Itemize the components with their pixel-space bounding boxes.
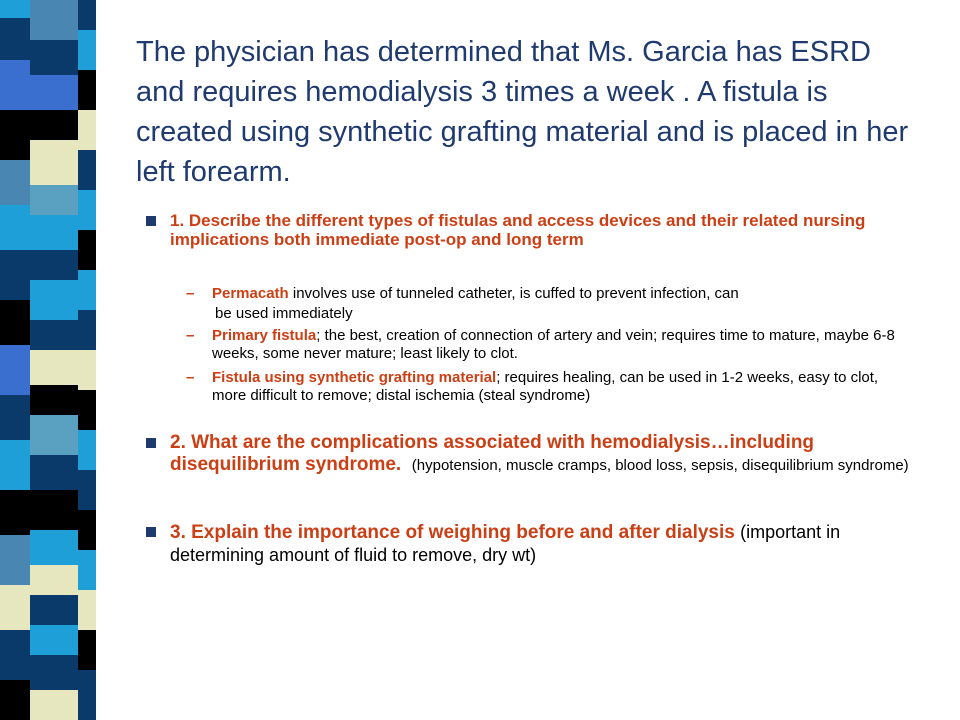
question-2 xyxy=(170,432,910,476)
stripe-block xyxy=(78,0,96,30)
stripe-block xyxy=(0,60,30,110)
question-3-text: 3. Explain the importance of weighing before and after dialysis xyxy=(170,522,735,543)
bullet-square-icon xyxy=(146,527,158,539)
stripe-block xyxy=(78,70,96,110)
stripe-block xyxy=(30,385,78,415)
stripe-block xyxy=(30,490,78,530)
stripe-block xyxy=(30,0,78,40)
stripe-column-left xyxy=(0,0,30,720)
stripe-block xyxy=(78,30,96,70)
stripe-column-main xyxy=(30,0,78,720)
stripe-block xyxy=(30,565,78,595)
stripe-block xyxy=(30,215,78,250)
access-item-primary-fistula xyxy=(186,327,906,363)
stripe-block xyxy=(78,390,96,430)
stripe-block xyxy=(30,185,78,215)
decorative-stripe-border xyxy=(0,0,110,720)
stripe-block xyxy=(78,350,96,390)
access-item-continuation: be used immediately xyxy=(215,305,353,322)
stripe-edge xyxy=(96,0,110,720)
access-term: Permacath xyxy=(212,285,289,302)
stripe-block xyxy=(30,140,78,185)
dash-marker: – xyxy=(186,327,195,344)
stripe-block xyxy=(78,310,96,350)
stripe-block xyxy=(30,320,78,350)
stripe-block xyxy=(30,415,78,455)
access-term: Fistula using synthetic grafting material xyxy=(212,369,497,386)
stripe-block xyxy=(0,205,30,250)
stripe-block xyxy=(0,345,30,395)
access-description: ; requires healing, can be used in 1-2 weeks, easy to clot, more difficult to remove; distal ischemia (steal syndrome) xyxy=(212,369,879,404)
stripe-column-right xyxy=(78,0,96,720)
stripe-block xyxy=(0,0,30,18)
stripe-block xyxy=(0,395,30,440)
question-2-text: 2. What are the complications associated with hemodialysis…including disequilibrium syndrome. xyxy=(170,432,815,475)
stripe-block xyxy=(0,18,30,60)
access-description: involves use of tunneled catheter, is cuffed to prevent infection, can xyxy=(288,285,739,302)
stripe-block xyxy=(30,625,78,655)
stripe-block xyxy=(78,470,96,510)
stripe-block xyxy=(78,190,96,230)
question-1: 1. Describe the different types of fistulas and access devices and their related nursing implications both immediate post-op and long term xyxy=(170,211,866,249)
bullet-square-icon xyxy=(146,216,158,228)
question-3 xyxy=(170,521,930,567)
stripe-block xyxy=(78,270,96,310)
stripe-block xyxy=(30,455,78,490)
dash-marker: – xyxy=(186,369,195,386)
stripe-block xyxy=(0,630,30,680)
stripe-block xyxy=(78,230,96,270)
dash-marker: – xyxy=(186,285,195,302)
access-description: ; the best, creation of connection of artery and vein; requires time to mature, maybe 6-8 weeks, some never mature; least likely to clot. xyxy=(212,327,895,362)
slide-title: The physician has determined that Ms. Garcia has ESRD and requires hemodialysis 3 times a week . A fistula is created using synthetic grafting material and is placed in her left forearm. xyxy=(136,36,909,188)
stripe-block xyxy=(78,590,96,630)
stripe-block xyxy=(30,655,78,690)
stripe-block xyxy=(30,280,78,320)
stripe-block xyxy=(0,585,30,630)
stripe-block xyxy=(78,150,96,190)
stripe-block xyxy=(0,160,30,205)
bullet-square-icon xyxy=(146,438,158,450)
access-term: Primary fistula xyxy=(212,327,317,344)
stripe-block xyxy=(30,250,78,280)
stripe-block xyxy=(78,110,96,150)
stripe-block xyxy=(30,75,78,110)
stripe-block xyxy=(0,680,30,720)
access-item-synthetic-graft xyxy=(186,369,906,405)
stripe-block xyxy=(30,350,78,385)
stripe-block xyxy=(0,490,30,535)
stripe-block xyxy=(78,550,96,590)
stripe-block xyxy=(30,690,78,720)
stripe-block xyxy=(78,510,96,550)
question-3-answer: (important in determining amount of fluid to remove, dry wt) xyxy=(170,522,841,565)
stripe-block xyxy=(30,110,78,140)
question-2-answer: (hypotension, muscle cramps, blood loss, sepsis, disequilibrium syndrome) xyxy=(411,457,909,474)
stripe-block xyxy=(0,535,30,585)
access-item-permacath xyxy=(186,285,906,303)
stripe-block xyxy=(0,300,30,345)
stripe-block xyxy=(78,670,96,720)
stripe-block xyxy=(30,40,78,75)
stripe-block xyxy=(78,630,96,670)
stripe-block xyxy=(0,250,30,300)
stripe-block xyxy=(0,110,30,160)
stripe-block xyxy=(78,430,96,470)
stripe-block xyxy=(30,530,78,565)
stripe-block xyxy=(0,440,30,490)
stripe-block xyxy=(30,595,78,625)
